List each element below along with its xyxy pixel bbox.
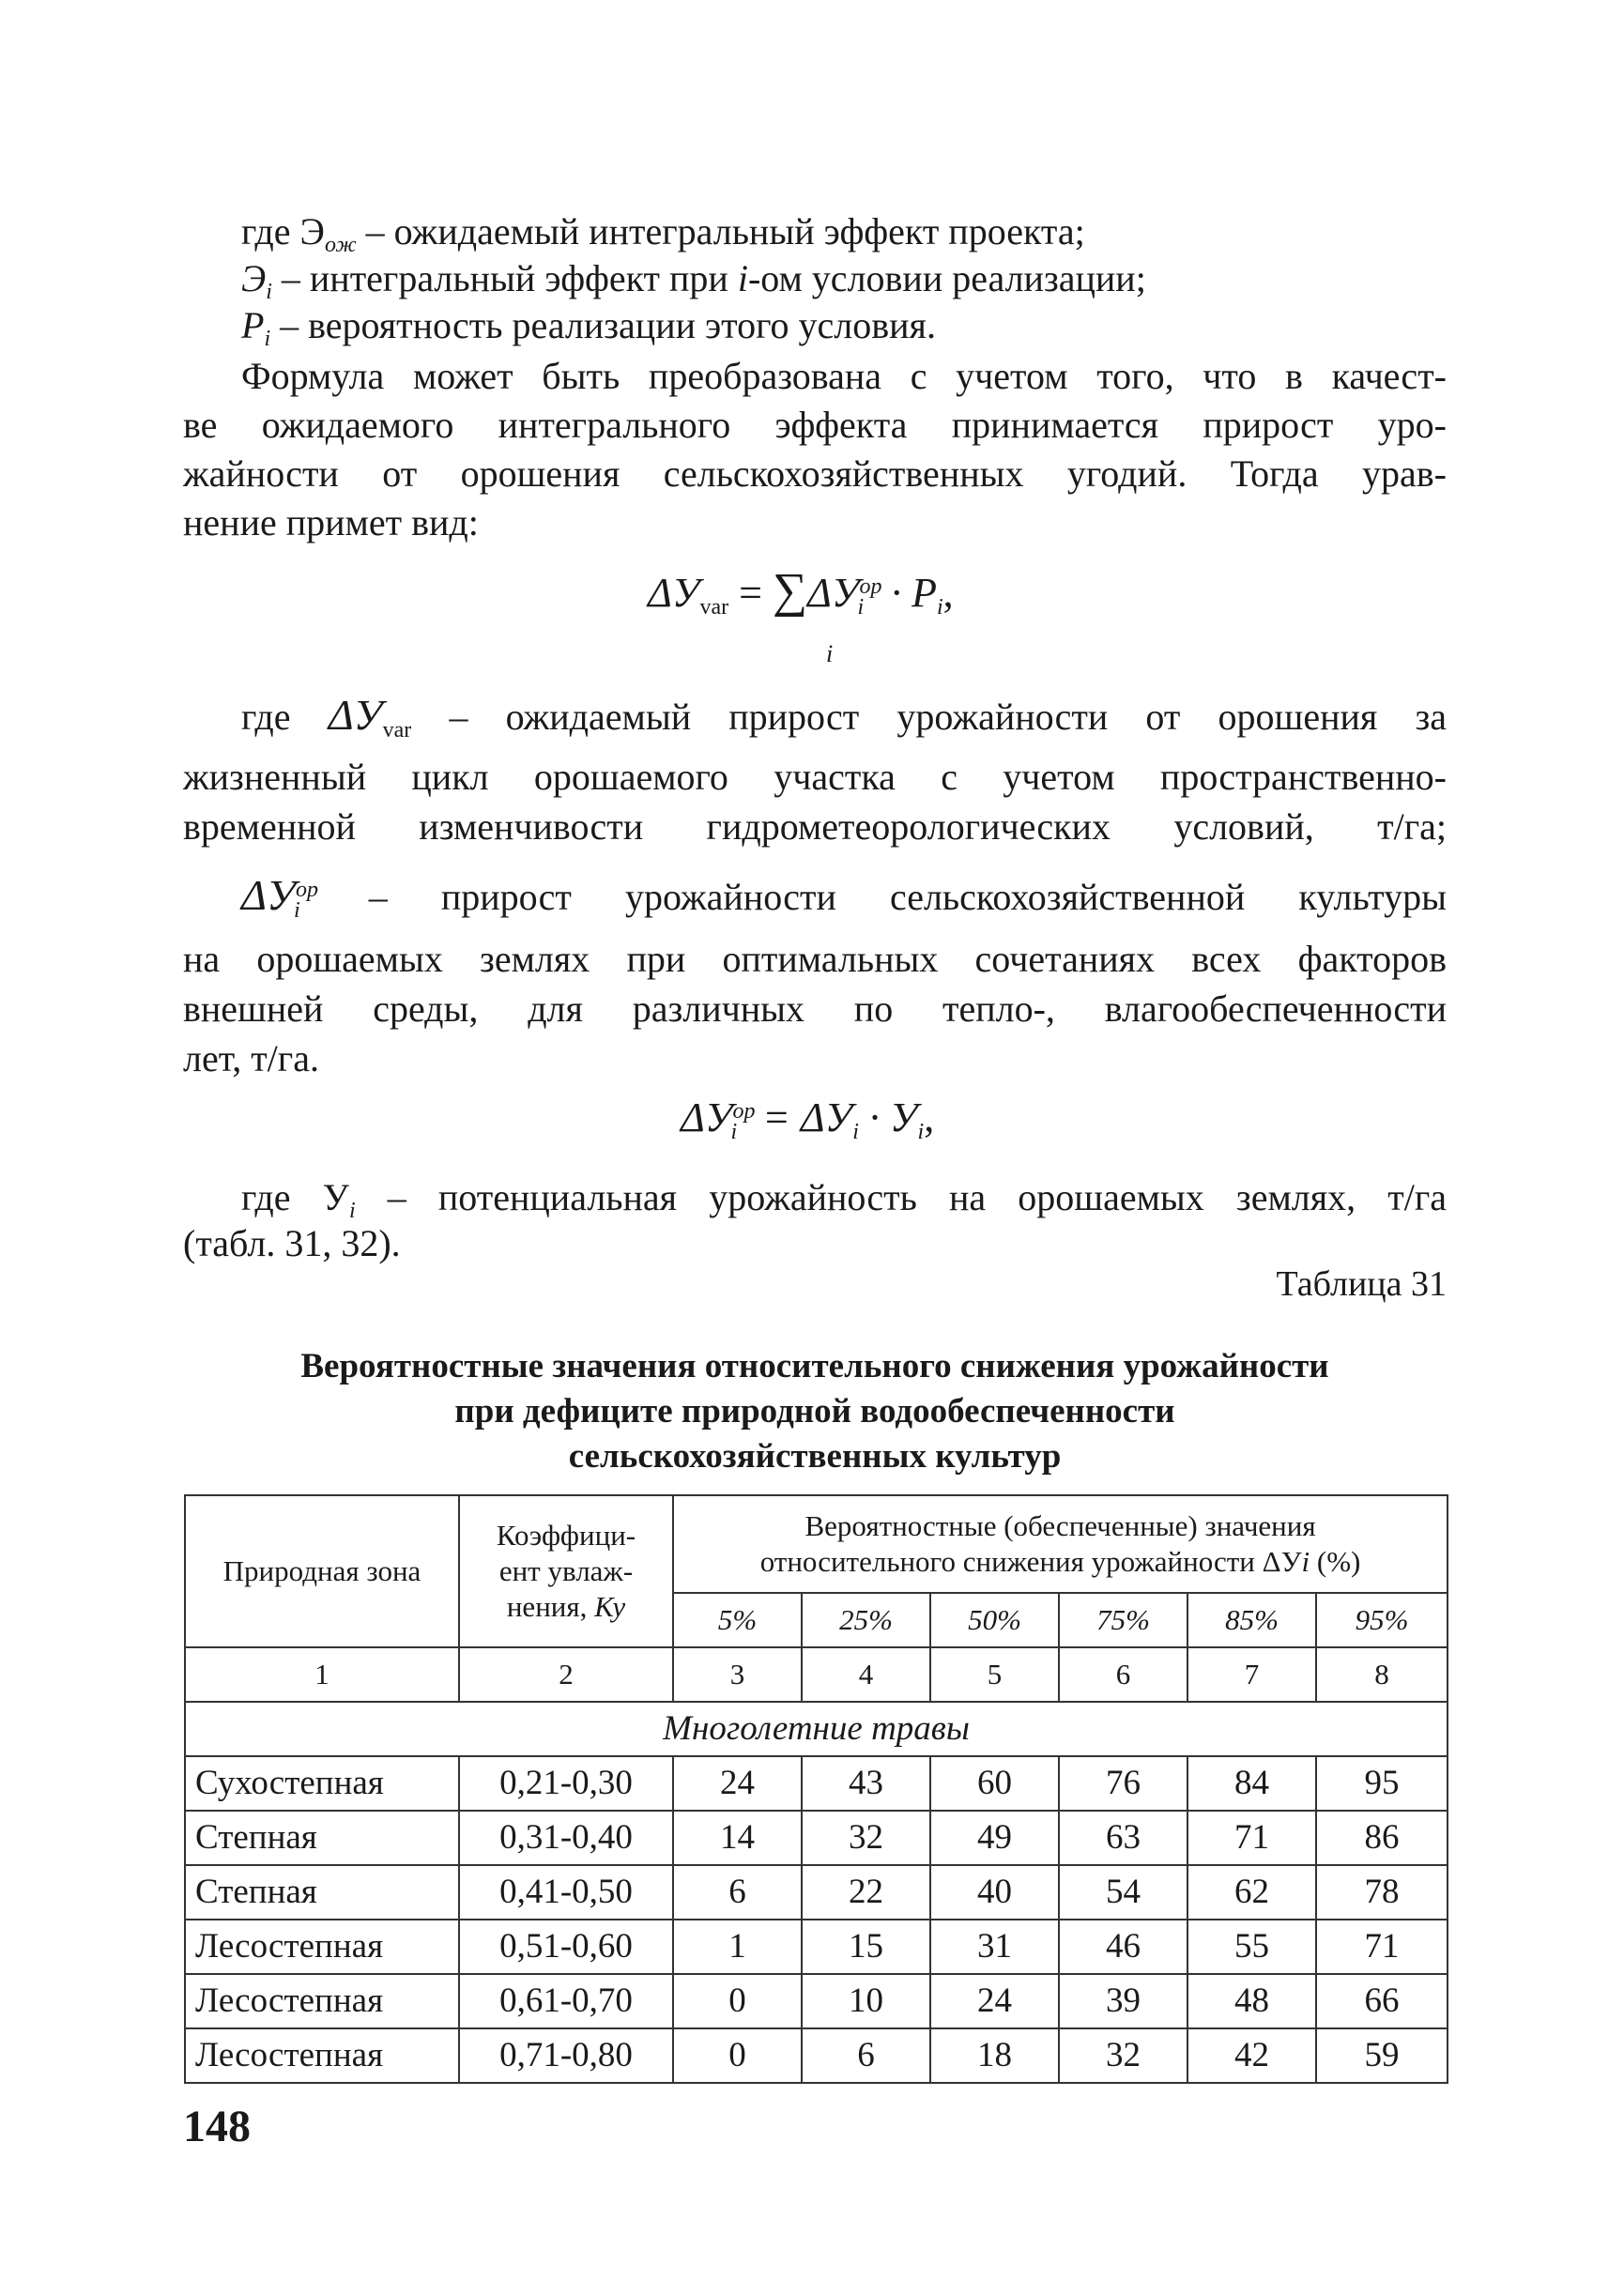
formula-yield-increase: $\Delta У^{op}_i = \Delta У_i \cdot У_i$, xyxy=(681,1094,935,1144)
paragraph-2-line-3: временной изменчивости гидрометеорологических условий, т/га; xyxy=(183,805,1447,848)
cell-value: 6 xyxy=(673,1865,802,1920)
cell-value: 59 xyxy=(1316,2028,1448,2083)
cell-value: 1 xyxy=(673,1920,802,1974)
cell-value: 63 xyxy=(1059,1811,1187,1865)
yield-reduction-table xyxy=(184,1494,1448,2084)
header-percent-50: 50% xyxy=(930,1593,1059,1647)
cell-value: 49 xyxy=(930,1811,1059,1865)
paragraph-3-line-1: $\Delta У^{op}_i$ – прирост урожайности сельскохозяйственной культуры xyxy=(241,871,1447,923)
cell-value: 10 xyxy=(802,1974,930,2028)
cell-zone: Лесостепная xyxy=(185,1974,459,2028)
cell-value: 84 xyxy=(1187,1756,1316,1811)
cell-coefficient: 0,51-0,60 xyxy=(459,1920,673,1974)
cell-zone: Степная xyxy=(185,1811,459,1865)
cell-value: 15 xyxy=(802,1920,930,1974)
cell-value: 39 xyxy=(1059,1974,1187,2028)
header-percent-95: 95% xyxy=(1316,1593,1448,1647)
cell-coefficient: 0,21-0,30 xyxy=(459,1756,673,1811)
cell-value: 14 xyxy=(673,1811,802,1865)
definition-line-3: $P_i$ – вероятность реализации этого условия. xyxy=(241,304,936,351)
cell-value: 31 xyxy=(930,1920,1059,1974)
cell-coefficient: 0,41-0,50 xyxy=(459,1865,673,1920)
table-row xyxy=(185,1974,1448,2028)
cell-value: 95 xyxy=(1316,1756,1448,1811)
cell-value: 0 xyxy=(673,2028,802,2083)
column-number: 4 xyxy=(802,1647,930,1702)
column-number: 2 xyxy=(459,1647,673,1702)
paragraph-1-line-1: Формула может быть преобразована с учетом того, что в качест- xyxy=(241,355,1447,397)
definition-line-1: где $Э_{ож}$ – ожидаемый интегральный эффект проекта; xyxy=(241,210,1085,257)
column-number: 1 xyxy=(185,1647,459,1702)
paragraph-1-line-2: ве ожидаемого интегрального эффекта принимается прирост уро- xyxy=(183,404,1447,446)
paragraph-4-line-1: где $У_i$ – потенциальная урожайность на орошаемых землях, т/га xyxy=(241,1176,1448,1223)
cell-value: 62 xyxy=(1187,1865,1316,1920)
table-number: Таблица 31 xyxy=(1276,1264,1447,1304)
column-numbers-row xyxy=(185,1647,1448,1702)
cell-value: 71 xyxy=(1187,1811,1316,1865)
cell-value: 22 xyxy=(802,1865,930,1920)
cell-value: 54 xyxy=(1059,1865,1187,1920)
definition-line-2: $Э_i$ – интегральный эффект при i-ом условии реализации; xyxy=(241,257,1146,304)
table-row xyxy=(185,1865,1448,1920)
header-percent-5: 5% xyxy=(673,1593,802,1647)
header-coefficient: Коэффици- ент увлаж- нения, Ку xyxy=(459,1495,673,1647)
cell-value: 6 xyxy=(802,2028,930,2083)
cell-value: 43 xyxy=(802,1756,930,1811)
cell-zone: Лесостепная xyxy=(185,2028,459,2083)
paragraph-2-line-2: жизненный цикл орошаемого участка с учетом пространственно- xyxy=(183,756,1447,798)
cell-value: 71 xyxy=(1316,1920,1448,1974)
cell-value: 32 xyxy=(1059,2028,1187,2083)
header-probability: Вероятностные (обеспеченные) значения относительного снижения урожайности ΔУi (%) xyxy=(673,1495,1448,1593)
paragraph-1-line-4: нение примет вид: xyxy=(183,501,479,543)
table-row xyxy=(185,1756,1448,1811)
paragraph-4-line-2: (табл. 31, 32). xyxy=(183,1222,401,1264)
column-number: 3 xyxy=(673,1647,802,1702)
table-section-label: Многолетние травы xyxy=(185,1702,1448,1756)
header-percent-25: 25% xyxy=(802,1593,930,1647)
paragraph-3-line-4: лет, т/га. xyxy=(183,1037,319,1079)
paragraph-1-line-3: жайности от орошения сельскохозяйственных угодий. Тогда урав- xyxy=(183,452,1447,495)
cell-coefficient: 0,71-0,80 xyxy=(459,2028,673,2083)
cell-value: 24 xyxy=(673,1756,802,1811)
table-row xyxy=(185,1920,1448,1974)
header-zone: Природная зона xyxy=(185,1495,459,1647)
column-number: 8 xyxy=(1316,1647,1448,1702)
cell-value: 86 xyxy=(1316,1811,1448,1865)
column-number: 5 xyxy=(930,1647,1059,1702)
cell-value: 40 xyxy=(930,1865,1059,1920)
cell-zone: Лесостепная xyxy=(185,1920,459,1974)
cell-value: 0 xyxy=(673,1974,802,2028)
cell-value: 55 xyxy=(1187,1920,1316,1974)
table-row xyxy=(185,1811,1448,1865)
cell-value: 78 xyxy=(1316,1865,1448,1920)
cell-value: 42 xyxy=(1187,2028,1316,2083)
header-percent-75: 75% xyxy=(1059,1593,1187,1647)
cell-zone: Сухостепная xyxy=(185,1756,459,1811)
cell-value: 76 xyxy=(1059,1756,1187,1811)
cell-value: 24 xyxy=(930,1974,1059,2028)
table-title-line-3: сельскохозяйственных культур xyxy=(568,1437,1062,1476)
cell-coefficient: 0,31-0,40 xyxy=(459,1811,673,1865)
paragraph-3-line-3: внешней среды, для различных по тепло-, влагообеспеченности xyxy=(183,987,1447,1030)
cell-value: 48 xyxy=(1187,1974,1316,2028)
cell-value: 66 xyxy=(1316,1974,1448,2028)
cell-zone: Степная xyxy=(185,1865,459,1920)
paragraph-3-line-2: на орошаемых землях при оптимальных сочетаниях всех факторов xyxy=(183,938,1447,980)
table-row xyxy=(185,2028,1448,2083)
paragraph-2-line-1: где $\Delta У_{var}$ – ожидаемый прирост урожайности от орошения за xyxy=(241,691,1447,742)
cell-coefficient: 0,61-0,70 xyxy=(459,1974,673,2028)
page-number: 148 xyxy=(183,2102,251,2151)
table-title-line-2: при дефиците природной водообеспеченности xyxy=(454,1392,1175,1431)
header-percent-85: 85% xyxy=(1187,1593,1316,1647)
cell-value: 32 xyxy=(802,1811,930,1865)
formula-sum-index: i xyxy=(826,640,834,667)
cell-value: 60 xyxy=(930,1756,1059,1811)
column-number: 7 xyxy=(1187,1647,1316,1702)
cell-value: 18 xyxy=(930,2028,1059,2083)
table-title-line-1: Вероятностные значения относительного снижения урожайности xyxy=(300,1347,1329,1385)
cell-value: 46 xyxy=(1059,1920,1187,1974)
column-number: 6 xyxy=(1059,1647,1187,1702)
formula-expected-yield: $\Delta У_{var} = \sum\Delta У^{op}_i \cdot P_i$, xyxy=(648,564,954,620)
